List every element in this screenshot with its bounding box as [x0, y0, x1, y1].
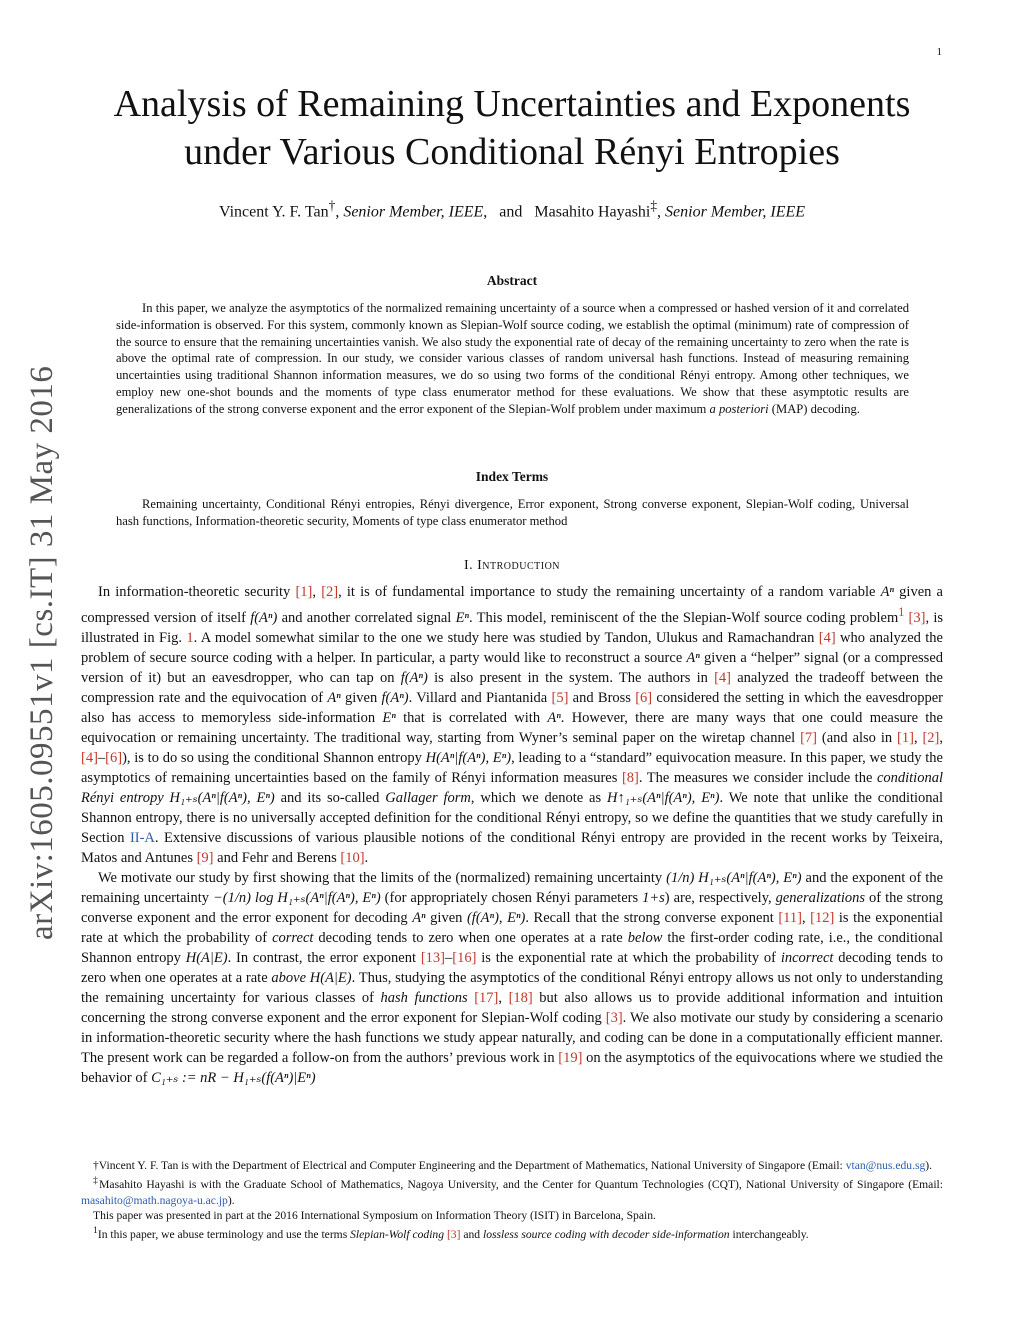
text-run: . Recall that the strong converse exponent [525, 909, 779, 926]
footnote-isit: This paper was presented in part at the 2016 International Symposium on Information Theory (ISIT) in Barcelona, Spain. [93, 1209, 656, 1223]
citation-link[interactable]: [6] [635, 689, 653, 706]
citation-link[interactable]: [4] [81, 749, 98, 766]
citation-link[interactable]: [16] [452, 949, 477, 966]
citation-link[interactable]: [8] [621, 769, 639, 786]
introduction-paragraph-1 [81, 582, 943, 868]
citation-link[interactable]: [10] [340, 849, 365, 866]
citation-link[interactable]: [11] [778, 909, 802, 926]
abstract-end: (MAP) decoding. [768, 401, 860, 416]
section-link[interactable]: II-A [129, 829, 155, 846]
title-line-2: under Various Conditional Rényi Entropies [184, 131, 840, 173]
footnote-italic: Slepian-Wolf coding [350, 1228, 445, 1242]
footnote-author-2 [81, 1173, 943, 1208]
text-run: . The measures we consider include the [638, 769, 877, 786]
text-run: decoding tends to zero when one operates at a rate [313, 929, 628, 946]
text-run: and its so-called [274, 789, 386, 806]
author-2-mark: ‡ [650, 198, 658, 213]
math-expression: 1+s [642, 889, 665, 906]
math-expression: Aⁿ [412, 909, 426, 926]
math-expression: H(Aⁿ|f(Aⁿ), Eⁿ) [425, 749, 512, 766]
math-expression: Aⁿ [686, 649, 700, 666]
citation-link[interactable]: [19] [558, 1049, 583, 1066]
citation-link[interactable]: [18] [508, 989, 533, 1006]
math-expression: −(1/n) log H₁₊ₛ(Aⁿ|f(Aⁿ), Eⁿ) [212, 889, 381, 906]
text-run: and another correlated signal [277, 609, 456, 626]
math-expression: Aⁿ [880, 584, 895, 600]
citation-link[interactable]: [5] [551, 689, 569, 706]
author-1-role: Senior Member, IEEE [343, 203, 484, 221]
text-run: . In contrast, the error exponent [227, 949, 421, 966]
author-1-mark: † [328, 198, 336, 213]
text-run: , it is of fundamental importance to study the remaining uncertainty of a random variable [338, 584, 881, 600]
text-run: of the strong converse exponent and the error exponent for decoding [81, 889, 944, 926]
citation-link[interactable]: [3] [605, 1009, 623, 1026]
abstract-body: In this paper, we analyze the asymptotics of the normalized remaining uncertainty of a source when a compressed or hashed version of it and correlated side-information is observed. For this system, commonly known as Slepian-Wolf source coding, we establish the optimal (minimum) rate of compression of the source to ensure that the remaining uncertainties vanish. We also study the exponential rate of decay of the remaining uncertainty to zero when the rate is above the optimal rate of compression. In our study, we consider various classes of random universal hash functions. Instead of measuring remaining uncertainties using traditional Shannon information measures, we do so using two forms of the conditional Rényi entropy. Among other techniques, we employ new one-shot bounds and the moments of type class enumerator method for these evaluations. We show that these asymptotic results are generalizations of the strong converse exponent and the error exponent of the Slepian-Wolf problem under maximum [116, 301, 909, 416]
citation-link[interactable]: [2] [922, 729, 940, 746]
citation-link[interactable]: [13] [420, 949, 445, 966]
citation-link[interactable]: [17] [474, 989, 499, 1006]
text-run: (and also in [817, 729, 898, 746]
footnote-mark: † [93, 1159, 99, 1172]
text-run: given a “helper” signal (or a compressed version of it) but an eavesdropper, who can tap on [81, 649, 944, 686]
footnotes [81, 1158, 943, 1243]
citation-link[interactable]: [4] [818, 629, 836, 646]
math-expression: f(Aⁿ) [381, 689, 409, 706]
emphasis: conditional Rényi entropy [81, 769, 943, 806]
text-run: analyzed the tradeoff between the compression rate and the equivocation of [81, 669, 943, 706]
math-expression: f(Aⁿ) [400, 669, 428, 686]
text-run: who analyzed the problem of secure source coding with a helper. In particular, a party would like to reconstruct a source [81, 629, 943, 666]
emphasis: generalizations [775, 889, 866, 906]
citation-link[interactable]: [1] [897, 729, 914, 746]
footnote-end: ). [925, 1159, 933, 1172]
citation-link[interactable]: [3] [908, 609, 926, 626]
citation-link[interactable]: [6] [105, 749, 123, 766]
text-run: and Fehr and Berens [213, 849, 341, 866]
text-run: given [425, 909, 467, 926]
text-run: , [498, 989, 509, 1006]
citation-link[interactable]: [9] [196, 849, 214, 866]
text-run: , [913, 729, 923, 746]
text-run: , [801, 909, 811, 926]
text-run: , [939, 729, 944, 746]
text-run: We motivate our study by first showing that the limits of the (normalized) remaining uncertainty [98, 869, 667, 886]
emphasis: incorrect [780, 949, 834, 966]
text-run: (for appropriately chosen Rényi parameters [380, 889, 643, 906]
footnote-end: ). [227, 1193, 235, 1207]
text-run: ), is to do so using the conditional Shannon entropy [122, 749, 426, 766]
text-run: and the exponent of the remaining uncertainty [81, 869, 943, 906]
text-run: . This model, reminiscent of the the Slepian-Wolf source coding problem [469, 609, 899, 626]
math-expression: f(Aⁿ) [250, 609, 278, 626]
footnote-text: In this paper, we abuse terminology and use the terms [97, 1228, 351, 1242]
math-expression: Aⁿ [547, 709, 561, 726]
text-run: decoding tends to zero when one operates at a rate [81, 949, 943, 986]
citation-link[interactable]: [3] [446, 1228, 461, 1242]
text-run: . A model somewhat similar to the one we study here was studied by Tandon, Ulukus and Ramachandran [193, 629, 819, 646]
text-run: on the asymptotics of the equivocations where we studied the behavior of [81, 1049, 943, 1086]
author-line: Vincent Y. F. Tan†, Senior Member, IEEE, and Masahito Hayashi‡, Senior Member, IEEE [218, 198, 806, 221]
text-run: , leading to a “standard” equivocation measure. In this paper, we study the asymptotics of remaining uncertainties based on the family of Rényi information measures [81, 749, 943, 786]
math-expression: Eⁿ [382, 709, 396, 726]
math-expression: Eⁿ [455, 609, 470, 626]
introduction-body [81, 582, 943, 1088]
arxiv-stamp: arXiv:1605.09551v1 [cs.IT] 31 May 2016 [24, 365, 60, 940]
math-expression: Aⁿ [327, 689, 341, 706]
text-run: is also present in the system. The authors in [427, 669, 715, 686]
text-run: In information-theoretic security [98, 584, 296, 600]
citation-link[interactable]: [7] [800, 729, 817, 746]
text-run: and Bross [568, 689, 636, 706]
emphasis: correct [272, 929, 314, 946]
text-run: . We also motivate our study by considering a scenario in information-theoretic security where the hash functions we study appear naturally, and coding can be done in a computationally efficient manner. The present work can be regarded a follow-on from the authors’ previous work in [81, 1009, 943, 1066]
text-run: , [312, 584, 322, 600]
abstract-text [116, 300, 909, 418]
text-run: given [340, 689, 382, 706]
text-run: is the exponential rate at which the probability of [81, 909, 944, 946]
text-run: considered the setting in which the eavesdropper also has access to memoryless side-information [81, 689, 943, 726]
math-expression: H(A|E) [185, 949, 228, 966]
text-run: the first-order coding rate, i.e., the conditional Shannon entropy [81, 929, 943, 966]
footnote-mark: 1 [93, 1225, 98, 1237]
text-run: . Thus, studying the asymptotics of the conditional Rényi entropy allows us not only to understanding the remaining uncertainty for various classes of [81, 969, 944, 1006]
math-expression: H↑₁₊ₛ(Aⁿ|f(Aⁿ), Eⁿ) [607, 789, 720, 806]
text-run: . Villard and Piantanida [408, 689, 552, 706]
footnote-link[interactable]: 1 [898, 605, 905, 619]
text-run: – [97, 749, 106, 766]
text-run: . Extensive discussions of various plausible notions of the conditional Rényi entropy are provided in the recent works by Teixeira, Matos and Antunes [81, 829, 943, 866]
text-run: . However, there are many ways that one could measure the equivocation or remaining uncertainty. The traditional way, starting from Wyner’s seminal paper on the wiretap channel [81, 709, 943, 746]
footnote-1 [81, 1223, 943, 1242]
author-1-name: Vincent Y. F. Tan [218, 203, 329, 221]
math-expression: C₁₊ₛ := nR − H₁₊ₛ(f(Aⁿ)|Eⁿ) [151, 1069, 316, 1086]
index-terms-text: Remaining uncertainty, Conditional Rényi entropies, Rényi divergence, Error exponent, Strong converse exponent, Slepian-Wolf coding, Universal hash functions, Information-theoretic security, Moments of type class enumerator method [116, 497, 909, 528]
text-run: that is correlated with [395, 709, 548, 726]
footnote-italic: lossless source coding with decoder side-information [483, 1228, 730, 1242]
index-terms-heading: Index Terms [475, 469, 549, 484]
footnote-end: interchangeably. [729, 1228, 809, 1242]
email-link[interactable]: vtan@nus.edu.sg [845, 1159, 926, 1172]
text-run: , which we denote as [470, 789, 608, 806]
text-run: but also allows us to provide additional information and intuition concerning the strong converse exponent and the error exponent for Slepian-Wolf coding [81, 989, 944, 1026]
text-run: – [445, 949, 453, 966]
author-2-name: Masahito Hayashi [534, 203, 651, 221]
math-expression: H(A|E) [309, 969, 352, 986]
text-run: . [364, 849, 369, 866]
math-expression: (f(Aⁿ), Eⁿ) [466, 909, 526, 926]
text-run: ) are, respectively, [664, 889, 776, 906]
citation-link[interactable]: [1] [295, 584, 313, 600]
abstract-heading: Abstract [486, 273, 538, 288]
text-run: is the exponential rate at which the probability of [476, 949, 781, 966]
citation-link[interactable]: 1 [186, 629, 194, 646]
citation-link[interactable]: [4] [714, 669, 732, 686]
emphasis: hash functions [380, 989, 468, 1006]
math-expression: H₁₊ₛ(Aⁿ|f(Aⁿ), Eⁿ) [169, 789, 275, 806]
section-heading-introduction: I. Introduction [463, 558, 561, 573]
page-number: 1 [936, 46, 942, 58]
emphasis: above [271, 969, 307, 986]
citation-link[interactable]: [12] [810, 909, 835, 926]
text-run: given a compressed version of itself [81, 584, 943, 626]
emphasis: below [627, 929, 663, 946]
math-expression: (1/n) H₁₊ₛ(Aⁿ|f(Aⁿ), Eⁿ) [666, 869, 802, 886]
paper-title [60, 80, 964, 176]
footnote-text: Masahito Hayashi is with the Graduate School of Mathematics, Nagoya University, and the Center for Quantum Technologies (CQT), National University of Singapore (Email: [99, 1178, 943, 1192]
introduction-paragraph-2 [81, 868, 943, 1088]
emphasis: Gallager form [385, 789, 471, 806]
footnote-text: and [460, 1228, 484, 1242]
author-and: and [499, 203, 523, 221]
abstract-italic: a posteriori [709, 401, 769, 416]
title-line-1: Analysis of Remaining Uncertainties and Exponents [113, 83, 911, 125]
email-link[interactable]: masahito@math.nagoya-u.ac.jp [81, 1193, 228, 1207]
citation-link[interactable]: [2] [321, 584, 339, 600]
text-run: . We note that unlike the conditional Shannon entropy, there is no universally accepted definition for the conditional Rényi entropy, so we define the quantities that we study carefully in Section [81, 789, 944, 846]
author-2-role: Senior Member, IEEE [665, 203, 806, 221]
text-run: , is illustrated in Fig. [81, 609, 943, 646]
footnote-text: Vincent Y. F. Tan is with the Department of Electrical and Computer Engineering and the Department of Mathematics, National University of Singapore (Email: [98, 1159, 846, 1172]
footnote-mark: ‡ [93, 1175, 100, 1187]
footnote-author-1 [81, 1158, 943, 1173]
